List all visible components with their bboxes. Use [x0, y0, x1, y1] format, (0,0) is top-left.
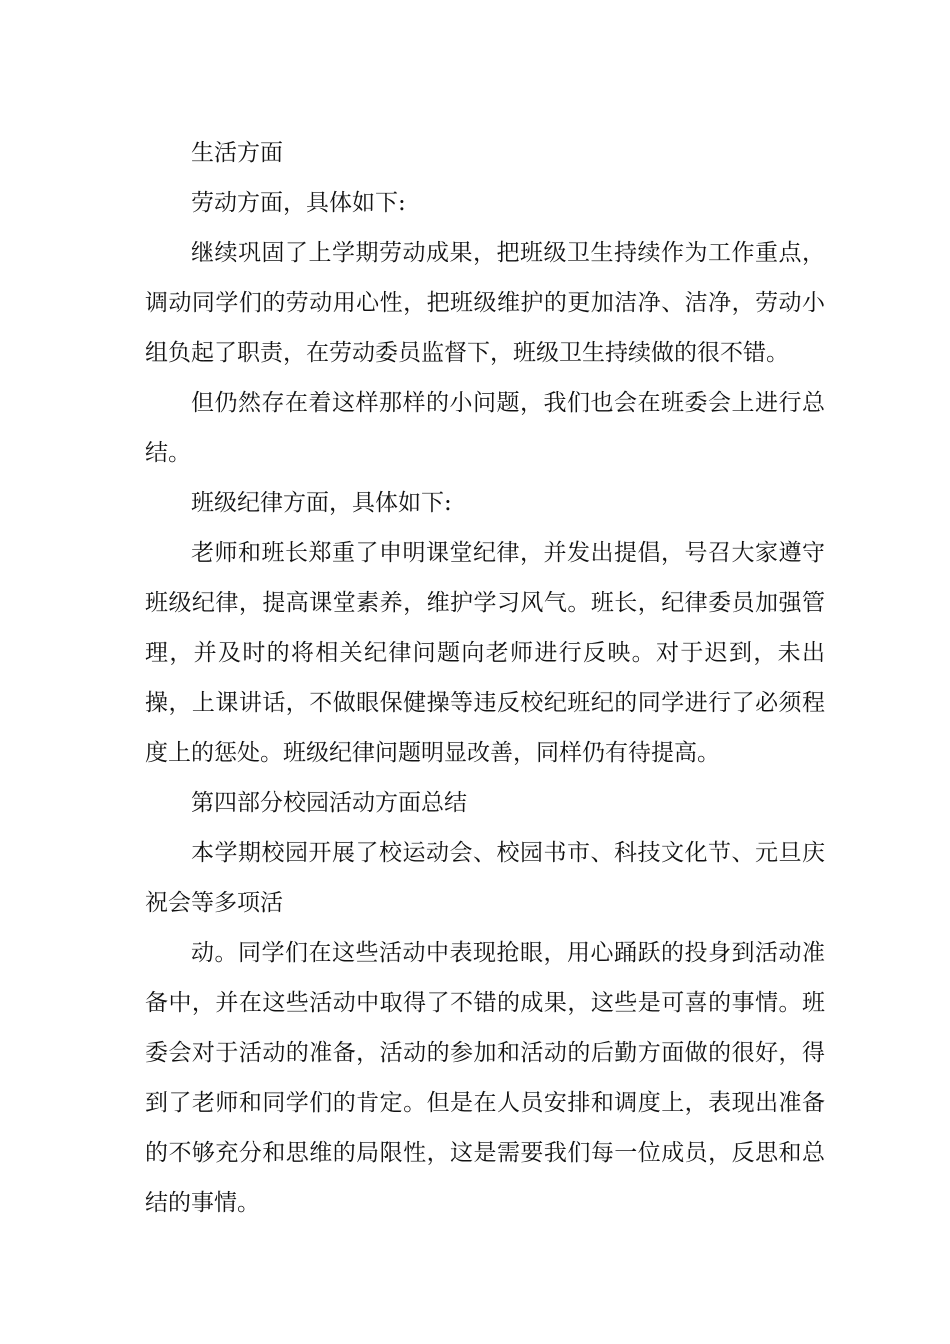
paragraph-activities-summary: 动。同学们在这些活动中表现抢眼，用心踊跃的投身到活动准备中，并在这些活动中取得了不错的成果，这些是可喜的事情。班委会对于活动的准备，活动的参加和活动的后勤方面做的很好，得到了老师和同学们的肯定。但是在人员安排和调度上，表现出准备的不够充分和思维的局限性，这是需要我们每一位成员，反思和总结的事情。 — [145, 940, 825, 1216]
section-heading-life: 生活方面 — [191, 140, 283, 166]
paragraph-activities-list: 本学期校园开展了校运动会、校园书市、科技文化节、元旦庆祝会等多项活 — [145, 840, 825, 916]
section-heading-activities: 第四部分校园活动方面总结 — [191, 790, 467, 816]
section-heading-labor: 劳动方面，具体如下: — [191, 190, 406, 216]
document-body — [145, 128, 825, 1228]
paragraph-discipline: 老师和班长郑重了申明课堂纪律，并发出提倡，号召大家遵守班级纪律，提高课堂素养，维护学习风气。班长，纪律委员加强管理，并及时的将相关纪律问题向老师进行反映。对于迟到，未出操，上课讲话，不做眼保健操等违反校纪班纪的同学进行了必须程度上的惩处。班级纪律问题明显改善，同样仍有待提高。 — [145, 540, 825, 766]
section-heading-discipline: 班级纪律方面，具体如下: — [191, 490, 452, 516]
paragraph-labor-results: 继续巩固了上学期劳动成果，把班级卫生持续作为工作重点，调动同学们的劳动用心性，把班级维护的更加洁净、洁净，劳动小组负起了职责，在劳动委员监督下，班级卫生持续做的很不错。 — [145, 240, 825, 366]
paragraph-labor-issues: 但仍然存在着这样那样的小问题，我们也会在班委会上进行总结。 — [145, 390, 825, 466]
